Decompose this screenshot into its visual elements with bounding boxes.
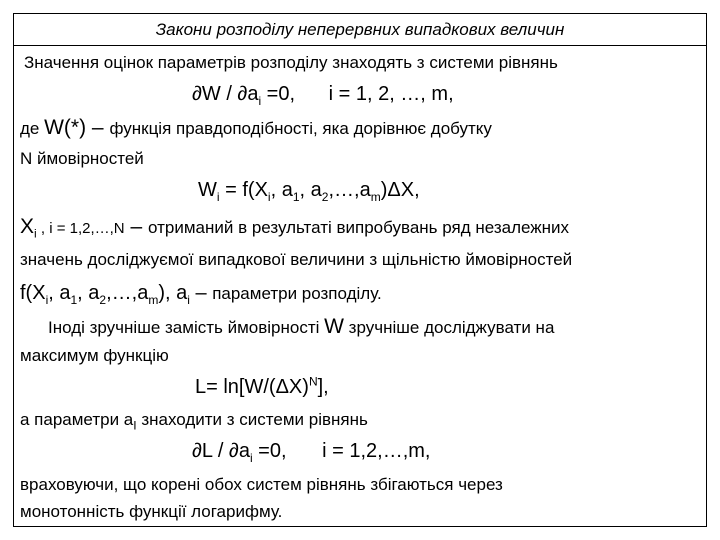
eq2-s4: m	[370, 190, 381, 204]
paragraph-9	[20, 410, 368, 433]
p4-range: , i = 1,2,…,N	[36, 220, 125, 237]
eq2-s1: i	[267, 190, 271, 204]
p4-rest: отриманий в результаті випробувань ряд незалежних	[148, 218, 570, 237]
eq2-s3: 2	[321, 190, 329, 204]
eq2-w-sub: i	[216, 190, 220, 204]
eq4-rhs: i = 1,2,…,m,	[322, 440, 431, 462]
paragraph-4	[20, 217, 569, 239]
p6-t2: , a	[48, 282, 71, 304]
eq4-lhs-end: =0,	[252, 440, 287, 462]
p6-s2: 1	[70, 293, 78, 307]
paragraph-7	[48, 317, 554, 338]
p6-t3: , a	[77, 282, 100, 304]
eq3-b: ],	[317, 376, 329, 398]
eq2-t5: )ΔX,	[380, 179, 420, 201]
p6-s4: m	[148, 293, 159, 307]
paragraph-5: значень досліджуємої випадкової величини з щільністю ймовірностей	[20, 250, 573, 269]
p9-b: знаходити з системи рівнянь	[136, 410, 368, 429]
equation-3	[195, 374, 329, 398]
paragraph-6	[20, 282, 382, 307]
eq4-lhs: ∂L / ∂a	[192, 440, 250, 462]
equation-2	[198, 179, 420, 204]
eq4-lhs-sub: i	[249, 451, 253, 465]
p6-t5: ), a	[158, 282, 188, 304]
paragraph-8: максимум функцію	[20, 346, 169, 365]
paragraph-3: N ймовірностей	[20, 149, 144, 168]
eq2-t2: , a	[270, 179, 293, 201]
p6-rest: параметри розподілу.	[212, 284, 382, 303]
eq2-t4: ,…,a	[328, 179, 371, 201]
eq2-w: W	[198, 179, 217, 201]
paragraph-11: монотонність функції логарифму.	[20, 502, 283, 521]
p9-sub: I	[133, 418, 137, 433]
eq3-a: L= ln[W/(ΔX)	[195, 376, 309, 398]
p6-s3: 2	[99, 293, 107, 307]
p6-s5: i	[187, 293, 190, 307]
p2-rest: функція правдоподібності, яка дорівнює добутку	[109, 119, 492, 138]
p6-t4: ,…,a	[106, 282, 149, 304]
p9-a: а параметри a	[20, 410, 134, 429]
paragraph-2	[20, 118, 492, 139]
paragraph-10: враховуючи, що корені обох систем рівнянь збігаються через	[20, 475, 503, 494]
eq2-s2: 1	[292, 190, 300, 204]
paragraph-1: Значення оцінок параметрів розподілу знаходять з системи рівнянь	[24, 53, 558, 72]
p6-f: f(X	[20, 282, 46, 304]
p6-dash: –	[189, 282, 213, 304]
p2-lead: де	[20, 119, 45, 138]
eq2-t3: , a	[299, 179, 322, 201]
eq1-lhs-sub: i	[258, 94, 262, 108]
slide-title: Закони розподілу неперервних випадкових величин	[14, 14, 706, 46]
eq3-sup: N	[308, 374, 318, 389]
p4-x: X	[20, 215, 35, 238]
eq1-rhs: i = 1, 2, …, m,	[328, 83, 454, 105]
p7-b: зручніше досліджувати на	[343, 318, 555, 337]
p7-a: Іноді зручніше замість ймовірності	[48, 318, 325, 337]
p4-x-sub: i	[34, 226, 37, 241]
p2-dash: –	[86, 116, 110, 139]
p7-w: W	[324, 315, 344, 338]
p6-f-sub: i	[45, 293, 49, 307]
eq2-t1: = f(X	[219, 179, 268, 201]
eq1-lhs: ∂W / ∂a	[192, 83, 259, 105]
equation-1	[192, 83, 454, 108]
equation-4	[192, 440, 431, 465]
p4-dash: –	[124, 215, 148, 238]
eq1-lhs-end: =0,	[261, 83, 296, 105]
p2-w: W(*)	[44, 116, 87, 139]
